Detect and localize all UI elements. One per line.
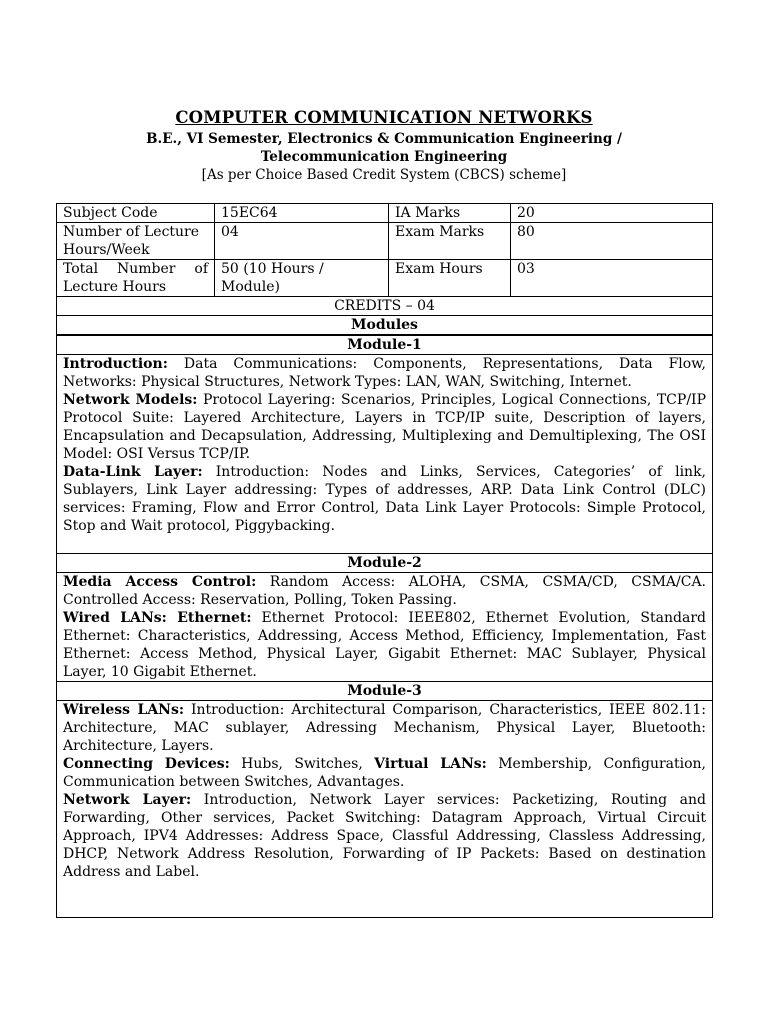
paragraph-heading: Introduction: [63, 356, 168, 372]
syllabus-table [56, 203, 713, 918]
table-row [57, 355, 713, 554]
label-line: Hours/Week [63, 242, 150, 258]
subtitle-line-1: B.E., VI Semester, Electronics & Communication Engineering / [146, 131, 622, 147]
label-line: Total Number of [63, 261, 208, 277]
exam-marks-value: 80 [511, 223, 713, 260]
paragraph-heading: Data-Link Layer: [63, 464, 203, 480]
table-row [57, 223, 713, 260]
paragraph-text: Introduction: Architectural Comparison, Characteristics, IEEE 802.11: Architecture, MAC sublayer, Adressing Mechanism, Physical Layer, Bluetooth: Architecture, Layers. [63, 702, 707, 754]
module-3-title: Module-3 [57, 682, 713, 701]
module-1-title: Module-1 [57, 335, 713, 355]
module-2-content [57, 573, 713, 682]
table-row [57, 573, 713, 682]
table-row [57, 701, 713, 918]
value-line: 50 (10 Hours / [221, 261, 324, 277]
label-line: Number of Lecture [63, 224, 200, 240]
lecture-hours-week-value: 04 [215, 223, 389, 260]
paragraph-heading: Connecting Devices: [63, 756, 230, 772]
module-2-paragraph-media-access-control [63, 573, 706, 609]
subtitle-line-2: Telecommunication Engineering [260, 149, 508, 165]
lecture-hours-week-label [57, 223, 215, 260]
table-row [57, 297, 713, 316]
module-3-content [57, 701, 713, 918]
ia-marks-value: 20 [511, 204, 713, 223]
table-row [57, 316, 713, 336]
paragraph-text: Introduction: Nodes and Links, Services, Categories’ of link, Sublayers, Link Layer addressing: Types of addresses, ARP. Data Link Control (DLC) services: Framing, Flow and Error Control, Data Link Layer Protocols: Simple Protocol, Stop and Wait protocol, Piggybacking. [63, 464, 706, 534]
paragraph-heading: Network Models: [63, 392, 198, 408]
total-hours-value [215, 260, 389, 297]
paragraph-heading: Virtual LANs: [374, 756, 487, 772]
scheme-note: [As per Choice Based Credit System (CBCS) scheme] [201, 167, 567, 183]
paragraph-text: Membership, Configuration, Communication between Switches, Advantages. [63, 756, 706, 790]
exam-marks-label: Exam Marks [389, 223, 511, 260]
paragraph-heading: Wired LANs: Ethernet: [63, 610, 252, 626]
credits: CREDITS – 04 [57, 297, 713, 316]
module-3-paragraph-wireless-lans [63, 701, 706, 755]
paragraph-text: Protocol Layering: Scenarios, Principles, Logical Connections, TCP/IP Protocol Suite: Layered Architecture, Layers in TCP/IP suite, Description of layers, Encapsulation and Decapsulation, Addressing, Multiplexing and Demultiplexing, The OSI Model: OSI Versus TCP/IP. [63, 392, 706, 462]
subject-code-label: Subject Code [57, 204, 215, 223]
module-3-paragraph-network-layer [63, 791, 706, 881]
total-hours-label [57, 260, 215, 297]
paragraph-heading: Wireless LANs: [63, 702, 185, 718]
module-2-paragraph-wired-lans [63, 609, 706, 681]
table-row [57, 335, 713, 355]
subject-code-value: 15EC64 [215, 204, 389, 223]
paragraph-text: Random Access: ALOHA, CSMA, CSMA/CD, CSMA/CA. Controlled Access: Reservation, Polling, Token Passing. [63, 574, 706, 608]
exam-hours-label: Exam Hours [389, 260, 511, 297]
table-row [57, 260, 713, 297]
label-line: Lecture Hours [63, 279, 167, 295]
paragraph-heading: Media Access Control: [63, 574, 257, 590]
module-1-paragraph-data-link-layer [63, 463, 706, 535]
paragraph-text: Ethernet Protocol: IEEE802, Ethernet Evolution, Standard Ethernet: Characteristics, Addressing, Access Method, Efficiency, Implementation, Fast Ethernet: Access Method, Physical Layer, Gigabit Ethernet: MAC Sublayer, Physical Layer, 10 Gigabit Ethernet. [63, 610, 706, 680]
modules-heading: Modules [57, 316, 713, 336]
paragraph-heading: Network Layer: [63, 792, 192, 808]
paragraph-text: Introduction, Network Layer services: Packetizing, Routing and Forwarding, Other services, Packet Switching: Datagram Approach, Virtual Circuit Approach, IPV4 Addresses: Address Space, Classful Addressing, Classless Addressing, DHCP, Network Address Resolution, Forwarding of IP Packets: Based on destination Address and Label. [63, 792, 706, 880]
module-1-paragraph-introduction [63, 355, 706, 391]
value-line: Module) [221, 279, 280, 295]
paragraph-text: Data Communications: Components, Representations, Data Flow, Networks: Physical Structures, Network Types: LAN, WAN, Switching, Internet. [63, 356, 706, 390]
ia-marks-label: IA Marks [389, 204, 511, 223]
module-2-title: Module-2 [57, 554, 713, 573]
table-row [57, 682, 713, 701]
exam-hours-value: 03 [511, 260, 713, 297]
table-row [57, 554, 713, 573]
page-title: COMPUTER COMMUNICATION NETWORKS [175, 108, 593, 127]
paragraph-text: Hubs, Switches, [229, 756, 375, 772]
table-row [57, 204, 713, 223]
module-1-content [57, 355, 713, 554]
module-3-paragraph-connecting-devices [63, 755, 706, 791]
module-1-paragraph-network-models [63, 391, 706, 463]
